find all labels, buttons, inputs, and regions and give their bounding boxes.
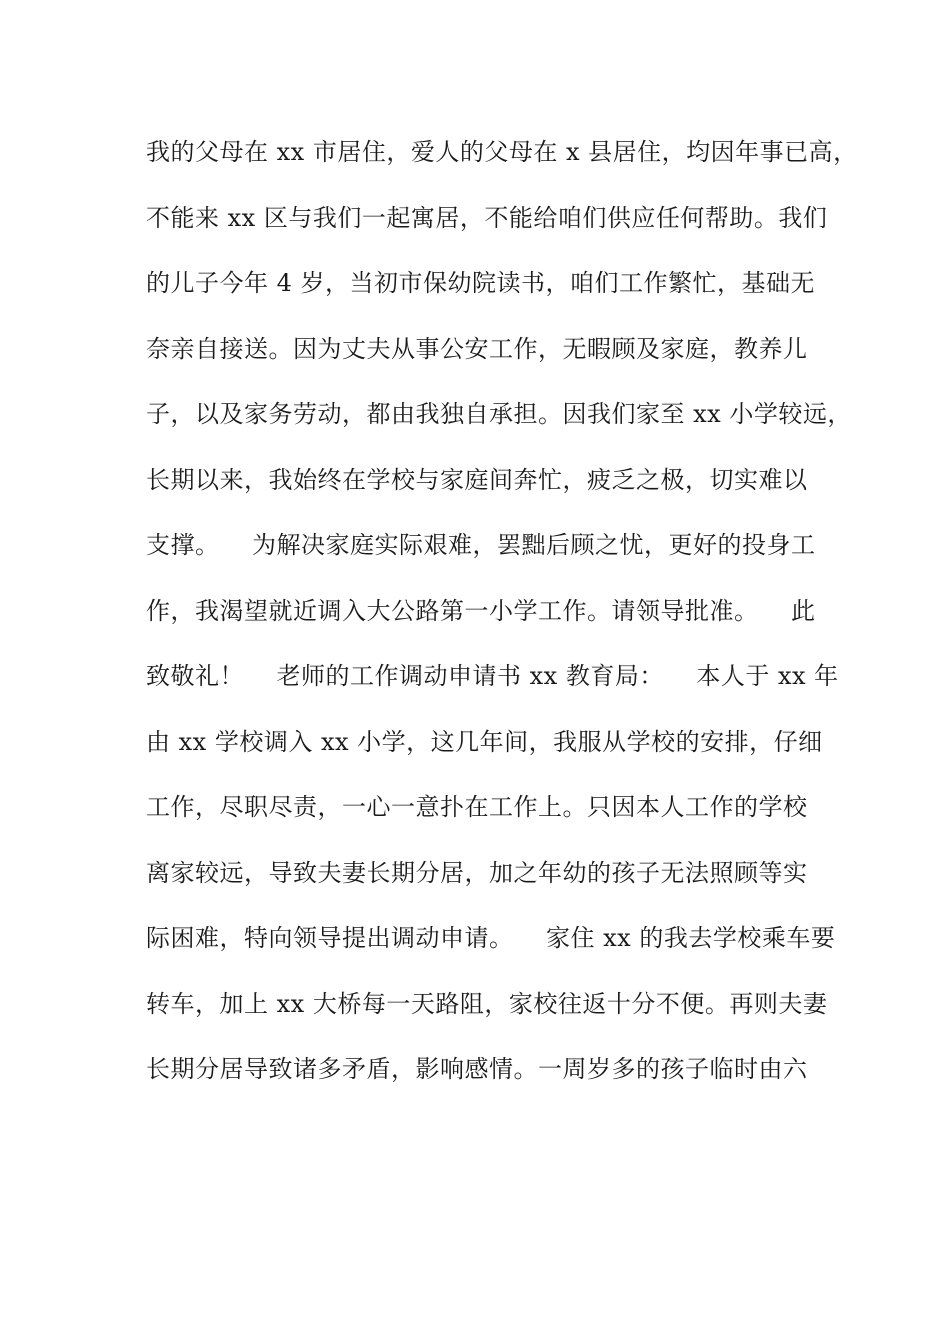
text-line: 子，以及家务劳动，都由我独自承担。因我们家至 xx 小学较远， [146,400,852,428]
text-line: 由 xx 学校调入 xx 小学，这几年间，我服从学校的安排，仔细 [146,727,823,756]
text-line: 工作，尽职尽责，一心一意扑在工作上。只因本人工作的学校 [146,793,808,821]
text-line: 不能来 xx 区与我们一起寓居，不能给咱们供应任何帮助。我们 [146,203,828,232]
text-line: 转车，加上 xx 大桥每一天路阻，家校往返十分不便。再则夫妻 [146,989,828,1018]
body-text [146,126,858,1109]
text-line: 离家较远，导致夫妻长期分居，加之年幼的孩子无法照顾等实 [146,858,808,887]
text-line: 长期分居导致诸多矛盾，影响感情。一周岁多的孩子临时由六 [146,1055,808,1083]
text-line: 我的父母在 xx 市居住，爱人的父母在 x 县居住，均因年事已高， [146,138,858,166]
text-line: 支撑。 为解决家庭实际艰难，罢黜后顾之忧，更好的投身工 [146,531,816,559]
text-line: 长期以来，我始终在学校与家庭间奔忙，疲乏之极，切实难以 [146,465,808,494]
text-line: 的儿子今年 4 岁，当初市保幼院读书，咱们工作繁忙，基础无 [146,269,816,297]
text-line: 际困难，特向领导提出调动申请。 家住 xx 的我去学校乘车要 [146,924,836,952]
text-line: 奈亲自接送。因为丈夫从事公安工作，无暇顾及家庭，教养儿 [146,334,808,363]
text-line: 作，我渴望就近调入大公路第一小学工作。请领导批准。 此 [146,596,816,625]
text-line: 致敬礼！ 老师的工作调动申请书 xx 教育局： 本人于 xx 年 [146,662,839,690]
